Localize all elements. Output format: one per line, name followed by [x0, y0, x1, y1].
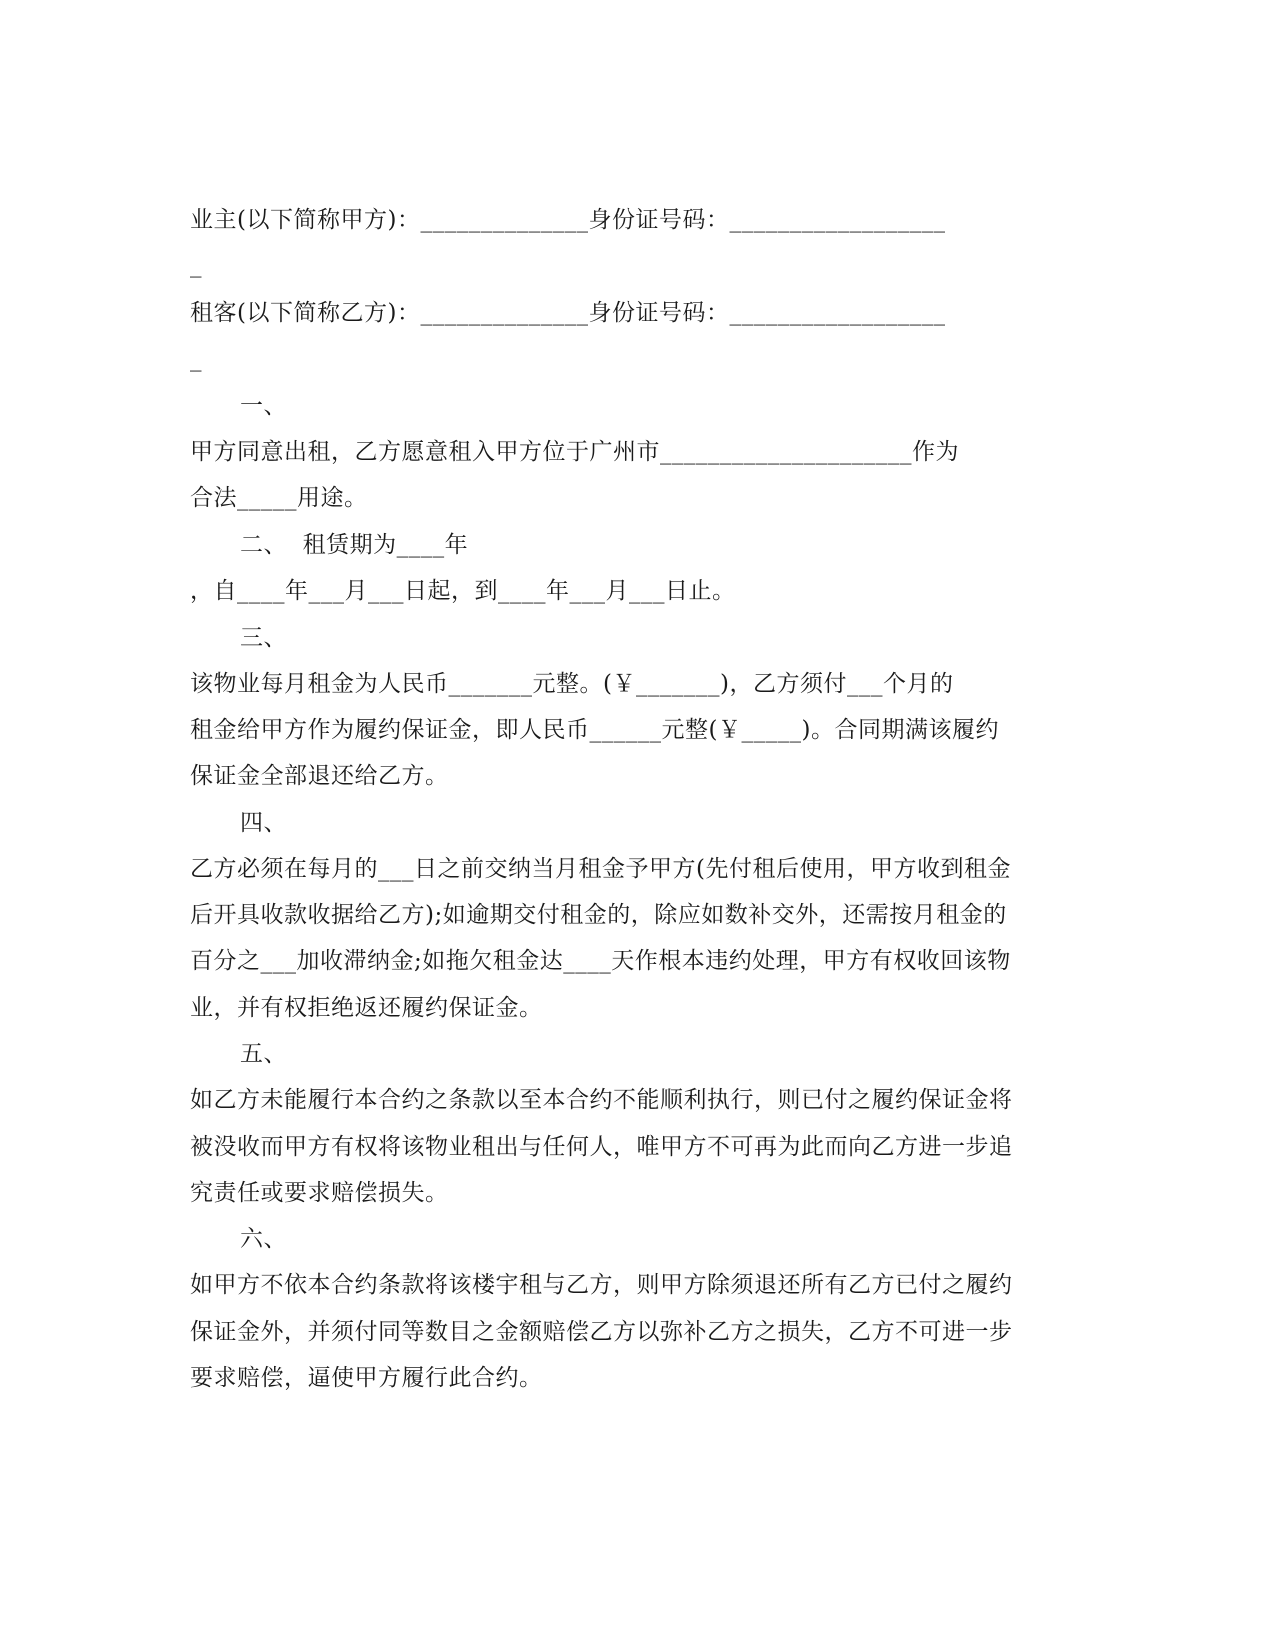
- section-3-line-2: 租金给甲方作为履约保证金，即人民币______元整(￥_____)。合同期满该履约: [190, 717, 999, 743]
- section-2-heading: 二、 租赁期为____年: [240, 532, 469, 558]
- section-1-line-2: 合法_____用途。: [190, 485, 368, 511]
- section-5-heading: 五、: [240, 1041, 287, 1067]
- section-4-line-2: 后开具收款收据给乙方);如逾期交付租金的，除应如数补交外，还需按月租金的: [190, 902, 1007, 928]
- section-6-heading: 六、: [240, 1226, 287, 1252]
- section-5-line-1: 如乙方未能履行本合约之条款以至本合约不能顺利执行，则已付之履约保证金将: [190, 1087, 1013, 1113]
- section-3-line-3: 保证金全部退还给乙方。: [190, 763, 449, 789]
- section-6-line-1: 如甲方不依本合约条款将该楼宇租与乙方，则甲方除须退还所有乙方已付之履约: [190, 1272, 1013, 1298]
- section-6-line-3: 要求赔偿，逼使甲方履行此合约。: [190, 1365, 543, 1391]
- section-6-line-2: 保证金外，并须付同等数目之金额赔偿乙方以弥补乙方之损失，乙方不可进一步: [190, 1319, 1013, 1345]
- section-3-line-1: 该物业每月租金为人民币_______元整。(￥_______)，乙方须付___个月的: [190, 671, 954, 697]
- section-4-line-1: 乙方必须在每月的___日之前交纳当月租金予甲方(先付租后使用，甲方收到租金: [190, 856, 1011, 882]
- party-a-line: 业主(以下简称甲方)：______________身份证号码：__________________: [190, 207, 946, 233]
- section-1-heading: 一、: [240, 393, 287, 419]
- section-5-line-2: 被没收而甲方有权将该物业租出与任何人，唯甲方不可再为此而向乙方进一步追: [190, 1134, 1013, 1160]
- section-3-heading: 三、: [240, 625, 287, 651]
- section-1-line-1: 甲方同意出租，乙方愿意租入甲方位于广州市_____________________作为: [190, 439, 959, 465]
- section-4-heading: 四、: [240, 810, 287, 836]
- section-5-line-3: 究责任或要求赔偿损失。: [190, 1180, 449, 1206]
- party-b-line-wrap: _: [190, 346, 202, 372]
- party-b-line: 租客(以下简称乙方)：______________身份证号码：__________________: [190, 300, 946, 326]
- section-2-line-1: ，自____年___月___日起，到____年___月___日止。: [190, 578, 736, 604]
- section-4-line-3: 百分之___加收滞纳金;如拖欠租金达____天作根本违约处理，甲方有权收回该物: [190, 948, 1011, 974]
- section-4-line-4: 业，并有权拒绝返还履约保证金。: [190, 995, 543, 1021]
- party-a-line-wrap: _: [190, 252, 202, 278]
